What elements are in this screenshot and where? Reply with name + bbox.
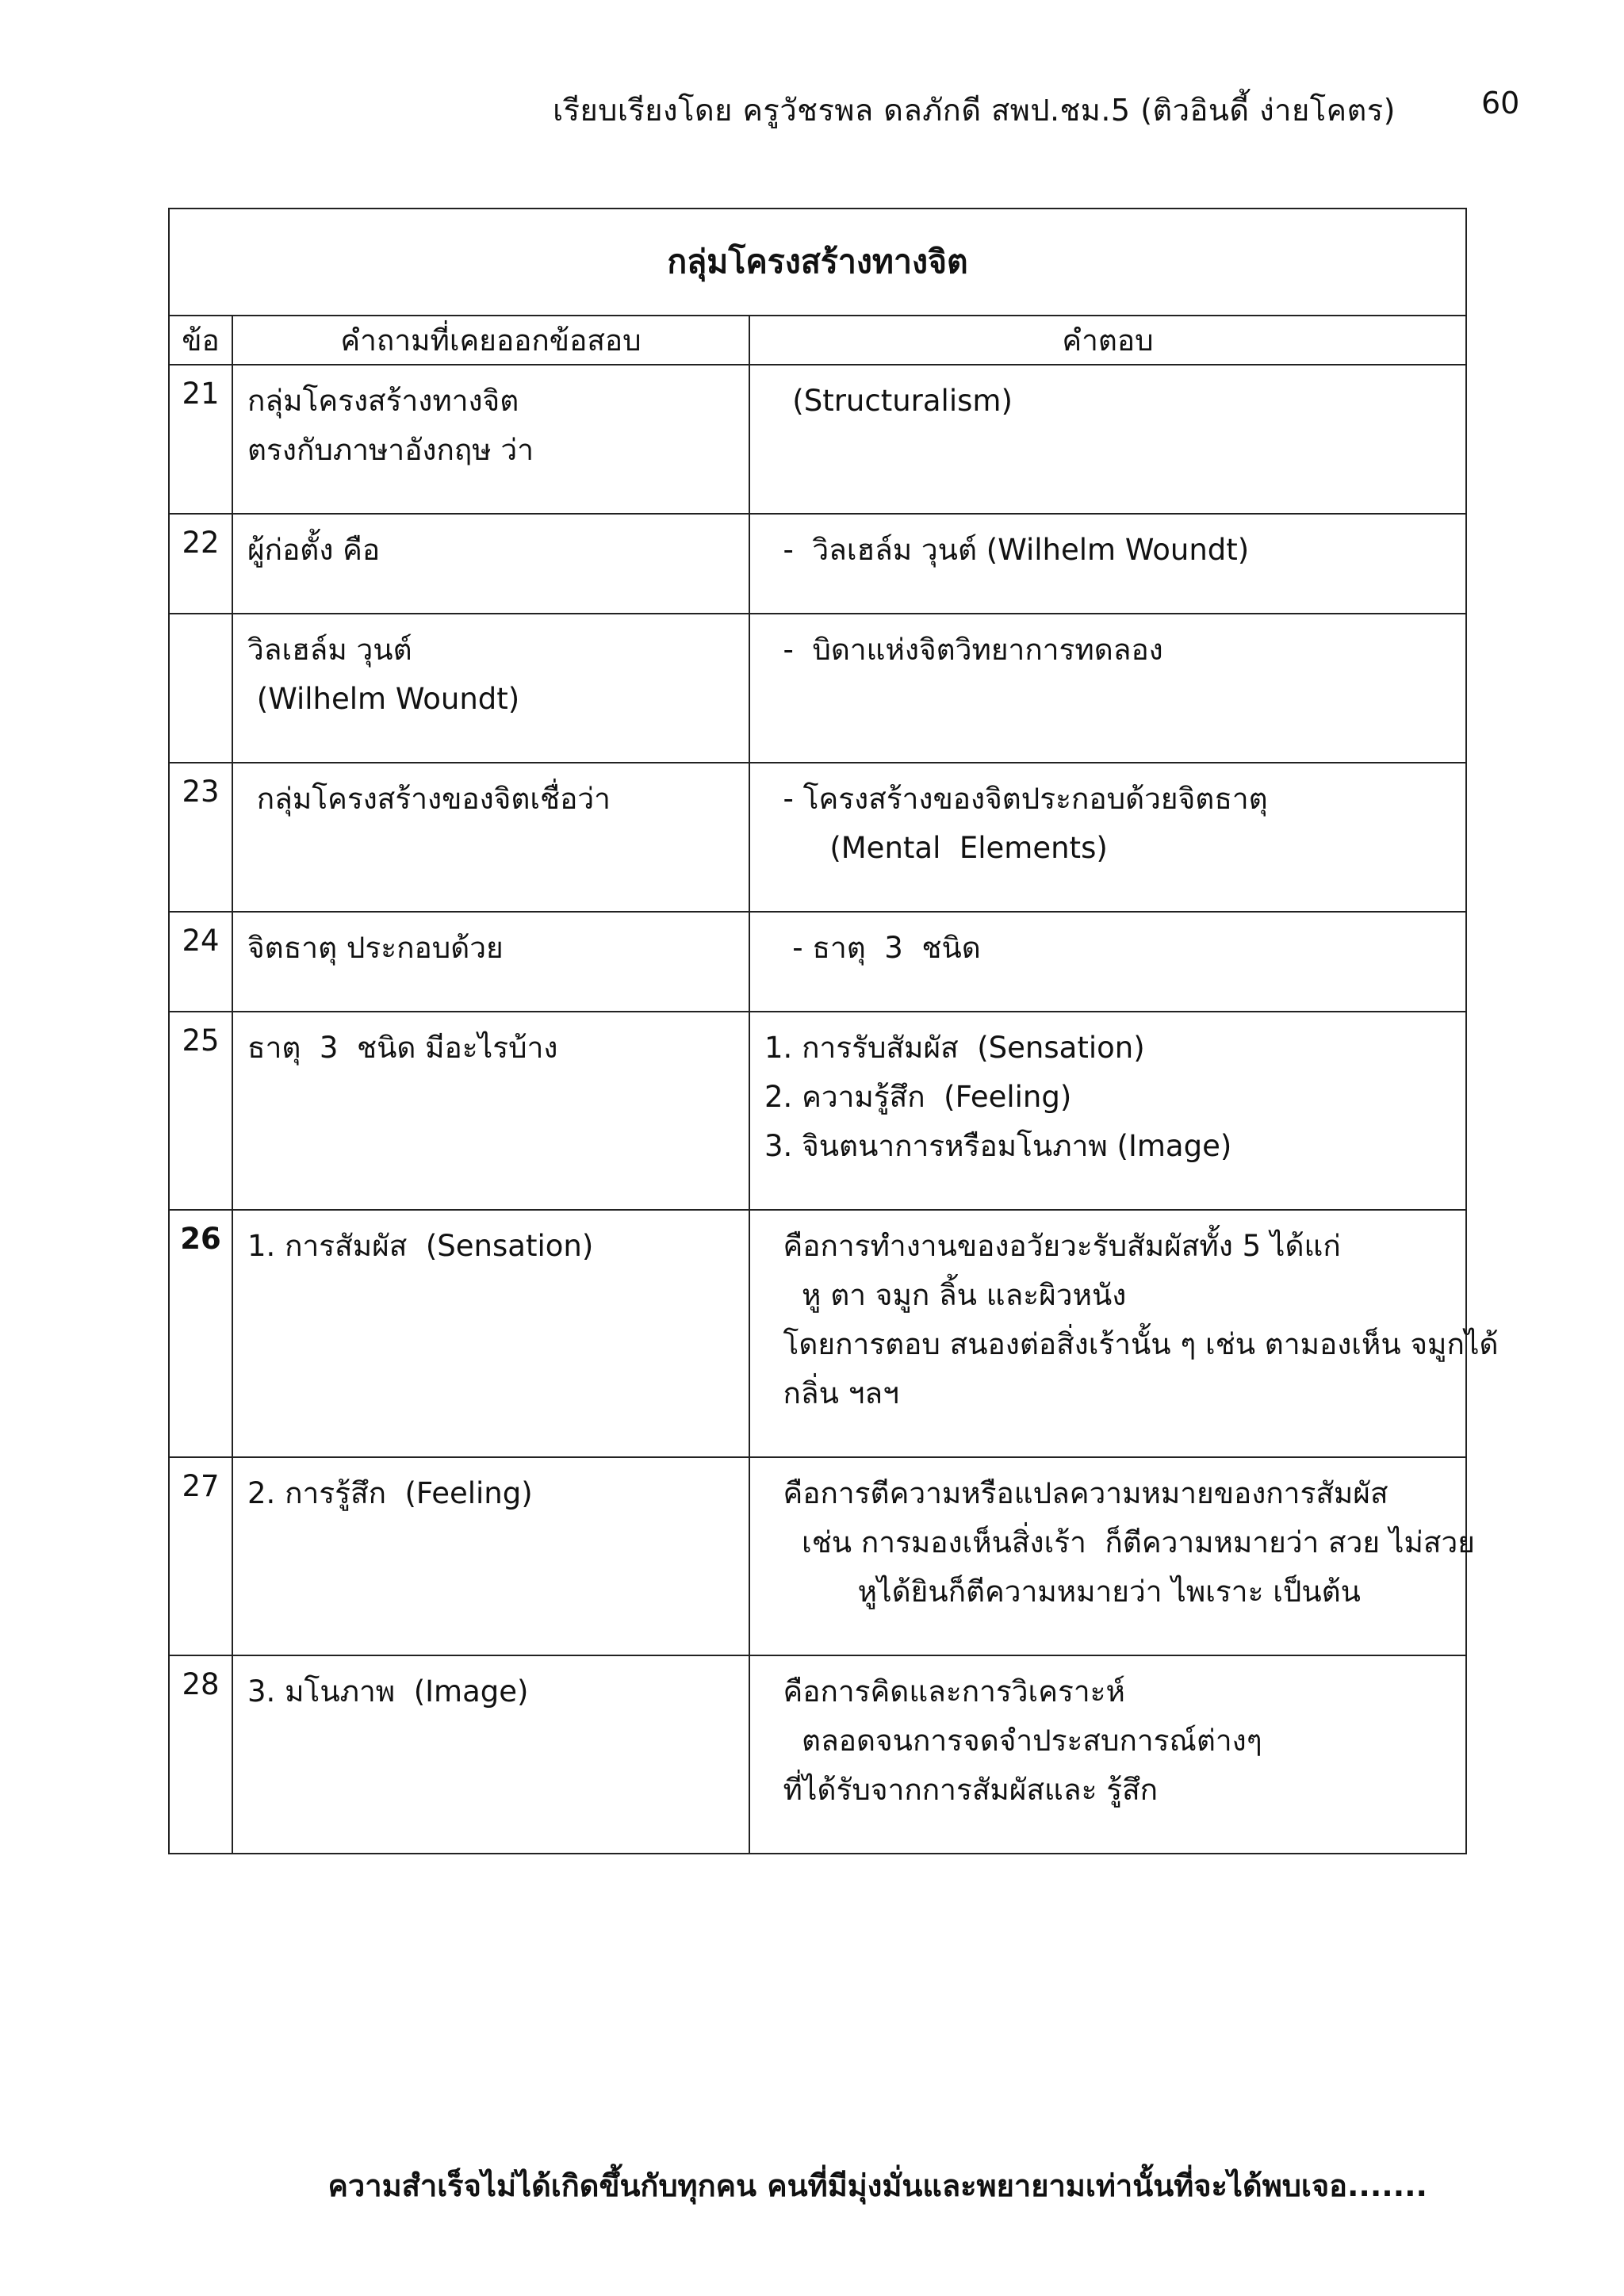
answer-line: เช่น การมองเห็นสิ่งเร้า ก็ตีความหมายว่า สวย ไม่สวย (764, 1525, 1475, 1559)
answer-line: กลิ่น ฯลฯ (764, 1376, 899, 1410)
answer-cell (749, 912, 1466, 1012)
row-number: 25 (169, 1012, 232, 1210)
table-row (169, 1457, 1466, 1655)
question-line: ธาตุ 3 ชนิด มีอะไรบ้าง (247, 1031, 558, 1065)
table-row (169, 365, 1466, 514)
question-cell (232, 1655, 749, 1854)
answer-cell (749, 763, 1466, 912)
answer-line: หูได้ยินก็ตีความหมายว่า ไพเราะ เป็นต้น (764, 1575, 1361, 1609)
answer-line: คือการทำงานของอวัยวะรับสัมผัสทั้ง 5 ได้แก่ (764, 1229, 1341, 1263)
table-title: กลุ่มโครงสร้างทางจิต (169, 209, 1466, 316)
question-cell (232, 1210, 749, 1457)
answer-cell (749, 1655, 1466, 1854)
column-header-number: ข้อ (169, 316, 232, 365)
answer-line: หู ตา จมูก ลิ้น และผิวหนัง (764, 1278, 1127, 1312)
question-line: 1. การสัมผัส (Sensation) (247, 1229, 594, 1263)
answer-line: 1. การรับสัมผัส (Sensation) (764, 1031, 1145, 1065)
question-line: จิตธาตุ ประกอบด้วย (247, 931, 504, 965)
column-header-answer: คำตอบ (749, 316, 1466, 365)
table-row (169, 1655, 1466, 1854)
column-header-question: คำถามที่เคยออกข้อสอบ (232, 316, 749, 365)
answer-line: - โครงสร้างของจิตประกอบด้วยจิตธาตุ (764, 782, 1268, 816)
exam-table (168, 208, 1499, 1854)
question-line: 2. การรู้สึก (Feeling) (247, 1476, 533, 1510)
row-number: 24 (169, 912, 232, 1012)
row-number: 26 (169, 1210, 232, 1457)
footer-quote: ความสำเร็จไม่ได้เกิดขึ้นกับทุกคน คนที่มีมุ่งมั่นและพยายามเท่านั้นที่จะได้พบเจอ....... (327, 2168, 1427, 2203)
table-title-row (169, 209, 1466, 316)
answer-cell (749, 1457, 1475, 1655)
row-number: 28 (169, 1655, 232, 1854)
table-row (169, 912, 1466, 1012)
question-line: (Wilhelm Woundt) (247, 682, 520, 716)
answer-line: - วิลเฮล์ม วุนต์ (Wilhelm Woundt) (764, 533, 1250, 567)
answer-line: คือการตีความหรือแปลความหมายของการสัมผัส (764, 1476, 1388, 1510)
answer-line: 2. ความรู้สึก (Feeling) (764, 1080, 1072, 1114)
row-number: 21 (169, 365, 232, 514)
page-header: เรียบเรียงโดย ครูวัชรพล ดลภักดี สพป.ชม.5 (ติวอินดี้ ง่ายโคตร) (553, 93, 1396, 128)
question-cell (232, 365, 749, 514)
row-number (169, 614, 232, 763)
answer-line: ที่ได้รับจากการสัมผัสและ รู้สึก (764, 1773, 1159, 1807)
row-number: 27 (169, 1457, 232, 1655)
question-cell (232, 763, 749, 912)
table-row (169, 763, 1466, 912)
row-number: 22 (169, 514, 232, 614)
answer-line: (Mental Elements) (764, 831, 1108, 865)
answer-line: - ธาตุ 3 ชนิด (764, 931, 981, 965)
answer-line: - บิดาแห่งจิตวิทยาการทดลอง (764, 633, 1163, 667)
question-cell (232, 514, 749, 614)
page-number: 60 (1481, 86, 1520, 121)
answer-line: คือการคิดและการวิเคราะห์ (764, 1674, 1125, 1709)
question-line: ตรงกับภาษาอังกฤษ ว่า (247, 433, 534, 467)
question-cell (232, 1457, 749, 1655)
table-header-row (169, 316, 1466, 365)
question-line: วิลเฮล์ม วุนต์ (247, 633, 412, 667)
answer-cell (749, 614, 1466, 763)
table-row (169, 514, 1466, 614)
question-cell (232, 1012, 749, 1210)
table-row (169, 614, 1466, 763)
question-cell (232, 614, 749, 763)
table-row (169, 1012, 1466, 1210)
answer-cell (749, 1210, 1499, 1457)
question-line: ผู้ก่อตั้ง คือ (247, 533, 381, 567)
exam-table-body (169, 209, 1499, 1854)
row-number: 23 (169, 763, 232, 912)
answer-line: 3. จินตนาการหรือมโนภาพ (Image) (764, 1129, 1232, 1163)
answer-cell (749, 1012, 1466, 1210)
question-line: 3. มโนภาพ (Image) (247, 1674, 529, 1709)
question-cell (232, 912, 749, 1012)
question-line: กลุ่มโครงสร้างทางจิต (247, 384, 519, 418)
table-row (169, 1210, 1466, 1457)
answer-cell (749, 514, 1466, 614)
answer-cell (749, 365, 1466, 514)
question-line: กลุ่มโครงสร้างของจิตเชื่อว่า (247, 782, 611, 816)
answer-line: โดยการตอบ สนองต่อสิ่งเร้านั้น ๆ เช่น ตามองเห็น จมูกได้ (764, 1327, 1499, 1361)
answer-line: (Structuralism) (764, 384, 1013, 418)
answer-line: ตลอดจนการจดจำประสบการณ์ต่างๆ (764, 1724, 1262, 1758)
